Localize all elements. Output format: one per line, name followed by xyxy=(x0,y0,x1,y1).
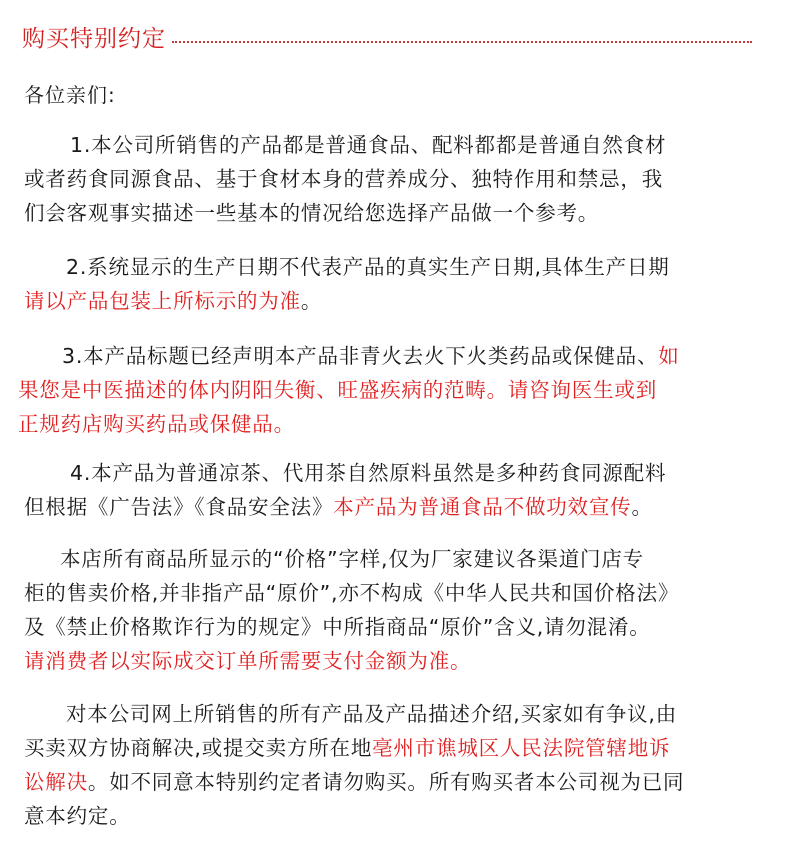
body-text: 本店所有商品所显示的“价格”字样,仅为厂家建议各渠道门店专 xyxy=(60,547,644,571)
paragraph-line xyxy=(24,697,684,731)
paragraph-3 xyxy=(18,339,680,441)
page-title: 购买特别约定 xyxy=(22,25,166,52)
body-text: 。 xyxy=(631,495,653,519)
paragraph-line xyxy=(24,490,666,524)
paragraph-line xyxy=(18,407,680,441)
body-text: 意本约定。 xyxy=(24,804,131,828)
highlight-text: 讼解决 xyxy=(24,770,88,794)
body-text: 1.本公司所销售的产品都是普通食品、配料都都是普通自然食材 xyxy=(70,133,667,157)
body-text: 对本公司网上所销售的所有产品及产品描述介绍,买家如有争议,由 xyxy=(66,702,678,726)
body-text: 3.本产品标题已经声明本产品非青火去火下火类药品或保健品、 xyxy=(62,344,659,368)
title-row xyxy=(22,18,752,54)
highlight-text: 正规药店购买药品或保健品。 xyxy=(18,412,295,436)
paragraph-4 xyxy=(24,456,666,524)
paragraph-2 xyxy=(24,250,670,318)
highlight-text: 本产品为普通食品不做功效宣传 xyxy=(333,495,632,519)
title-dotted-divider xyxy=(172,41,752,43)
paragraph-line xyxy=(24,250,670,284)
paragraph-line xyxy=(24,610,679,644)
body-text: 但根据《广告法》《食品安全法》 xyxy=(24,495,334,519)
paragraph-line xyxy=(24,731,684,765)
body-text: 。 xyxy=(300,289,323,313)
body-text: 及《禁止价格欺诈行为的规定》中所指商品“原价”含义,请勿混淆。 xyxy=(24,615,651,639)
paragraph-line xyxy=(24,644,679,678)
paragraph-line xyxy=(24,542,679,576)
paragraph-line xyxy=(24,284,670,318)
paragraph-line xyxy=(24,765,684,799)
paragraph-line xyxy=(24,162,666,196)
paragraph-line xyxy=(18,373,680,407)
paragraph-6 xyxy=(24,697,684,833)
paragraph-line xyxy=(24,799,684,833)
paragraph-line xyxy=(24,196,666,230)
paragraph-1 xyxy=(24,128,666,230)
greeting: 各位亲们: xyxy=(24,83,116,107)
paragraph-line xyxy=(18,339,680,373)
paragraph-5 xyxy=(24,542,679,678)
highlight-text: 请消费者以实际成交订单所需要支付金额为准。 xyxy=(24,649,472,673)
paragraph-line xyxy=(24,128,666,162)
body-text: 4.本产品为普通凉茶、代用茶自然原料虽然是多种药食同源配料 xyxy=(70,461,667,485)
body-text: 或者药食同源食品、基于食材本身的营养成分、独特作用和禁忌，我 xyxy=(24,167,663,191)
body-text: 2.系统显示的生产日期不代表产品的真实生产日期,具体生产日期 xyxy=(66,255,670,279)
highlight-text: 如 xyxy=(658,344,680,368)
body-text: 们会客观事实描述一些基本的情况给您选择产品做一个参考。 xyxy=(24,201,600,225)
paragraph-line xyxy=(24,576,679,610)
paragraph-line xyxy=(24,456,666,490)
highlight-text: 亳州市谯城区人民法院管辖地诉 xyxy=(372,736,671,760)
highlight-text: 请以产品包装上所标示的为准 xyxy=(24,289,301,313)
body-text: 。如不同意本特别约定者请勿购买。所有购买者本公司视为已同 xyxy=(87,770,685,794)
highlight-text: 果您是中医描述的体内阴阳失衡、旺盛疾病的范畴。请咨询医生或到 xyxy=(18,378,657,402)
body-text: 买卖双方协商解决,或提交卖方所在地 xyxy=(24,736,373,760)
body-text: 柜的售卖价格,并非指产品“原价”,亦不构成《中华人民共和国价格法》 xyxy=(24,581,680,605)
